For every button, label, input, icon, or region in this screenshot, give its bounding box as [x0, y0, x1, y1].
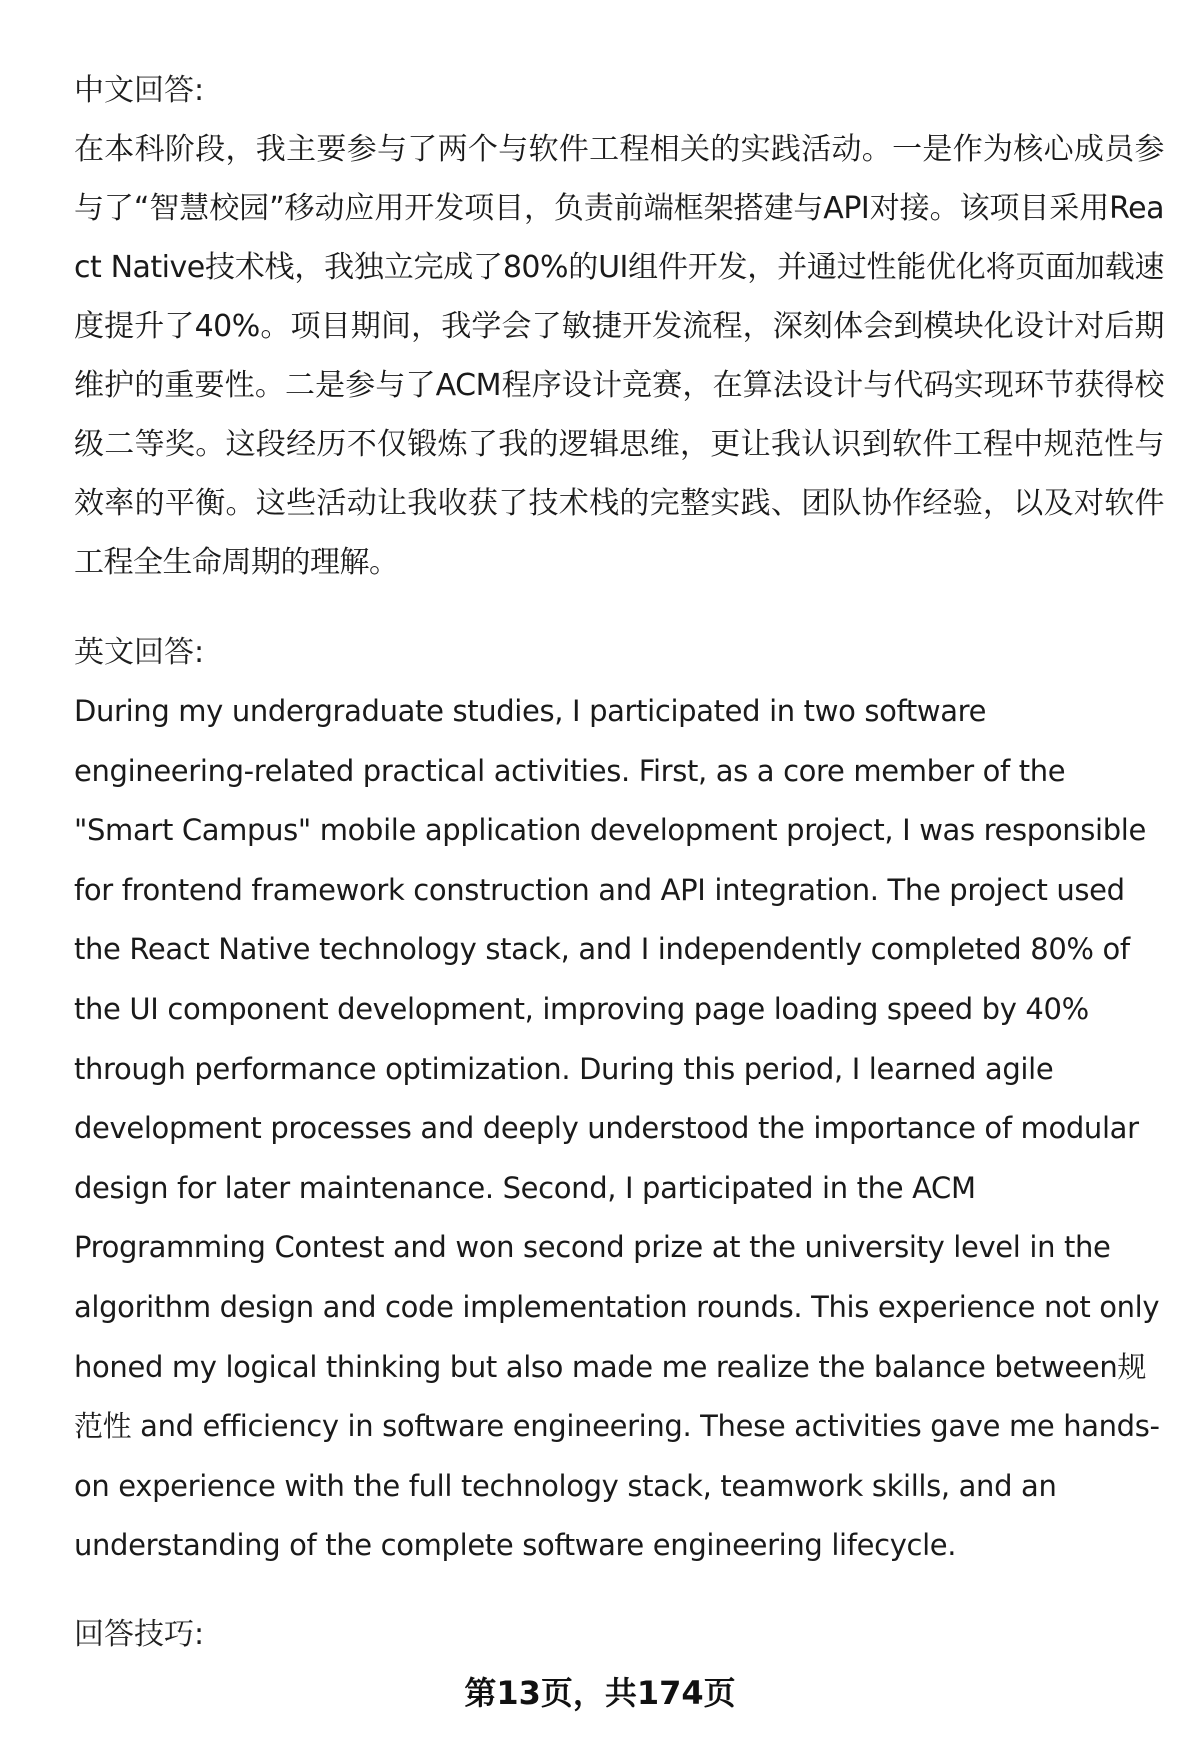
- english-answer-heading: 英文回答:: [74, 635, 205, 670]
- document-body: [74, 62, 1164, 1664]
- section-spacer: [74, 592, 1164, 624]
- answer-tips-heading: 回答技巧:: [74, 1616, 205, 1652]
- chinese-answer-heading: 中文回答:: [74, 73, 205, 108]
- english-answer-paragraph: During my undergraduate studies, I participated in two software engineering-related practical activities. First, as a core member of the "Smart Campus" mobile application development project, I was responsible for frontend framework construction and API integration. The project used the React Native technology stack, and I independently completed 80% of the UI component development, improving page loading speed by 40% through performance optimization. During this period, I learned agile development processes and deeply understood the importance of modular design for later maintenance. Second, I participated in the ACM Programming Contest and won second prize at the university level in the algorithm design and code implementation rounds. This experience not only honed my logical thinking but also made me realize the balance between规范性 and efficiency in software engineering. These activities gave me hands-on experience with the full technology stack, teamwork skills, and an understanding of the complete software engineering lifecycle.: [74, 694, 1160, 1563]
- section-spacer: [74, 1576, 1164, 1606]
- chinese-answer-paragraph: 在本科阶段，我主要参与了两个与软件工程相关的实践活动。一是作为核心成员参与了“智慧校园”移动应用开发项目，负责前端框架搭建与API对接。该项目采用React Native技术栈，我独立完成了80%的UI组件开发，并通过性能优化将页面加载速度提升了40%。项目期间，我学会了敏捷开发流程，深刻体会到模块化设计对后期维护的重要性。二是参与了ACM程序设计竞赛，在算法设计与代码实现环节获得校级二等奖。这段经历不仅锻炼了我的逻辑思维，更让我认识到软件工程中规范性与效率的平衡。这些活动让我收获了技术栈的完整实践、团队协作经验，以及对软件工程全生命周期的理解。: [74, 132, 1164, 580]
- page-number-footer: 第13页，共174页: [464, 1674, 736, 1712]
